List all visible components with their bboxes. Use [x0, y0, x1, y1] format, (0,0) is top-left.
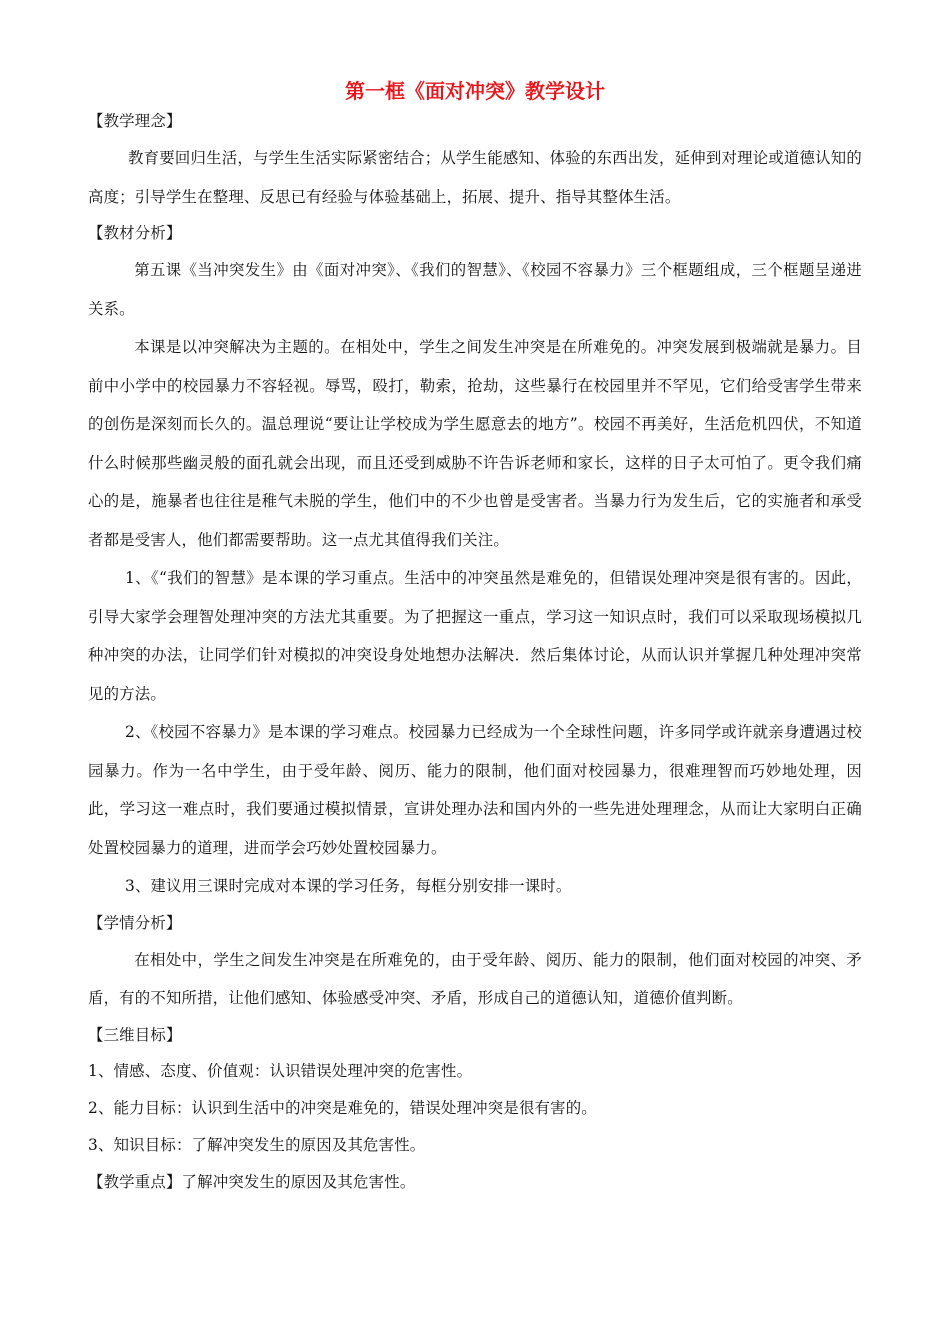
document-title: 第一框《面对冲突》教学设计 [345, 79, 605, 103]
concept-paragraph: 教育要回归生活，与学生生活实际紧密结合；从学生能感知、体验的东西出发，延伸到对理论或道德认知的高度；引导学生在整理、反思已有经验与体验基础上，拓展、提升、指导其整体生活。 [88, 149, 862, 206]
textbook-paragraph-3: 1、《“我们的智慧》是本课的学习重点。生活中的冲突虽然是难免的，但错误处理冲突是很有害的。因此，引导大家学会理智处理冲突的方法尤其重要。为了把握这一重点，学习这一知识点时，我们可以采取现场模拟几种冲突的办法，让同学们针对模拟的冲突设身处地想办法解决．然后集体讨论，从而认识并掌握几种处理冲突常见的方法。 [88, 569, 862, 703]
section-heading-students: 【学情分析】 [88, 913, 182, 932]
section-heading-textbook: 【教材分析】 [88, 224, 182, 242]
textbook-paragraph-2: 本课是以冲突解决为主题的。在相处中，学生之间发生冲突是在所难免的。冲突发展到极端就是暴力。目前中小学中的校园暴力不容轻视。辱骂，殴打，勒索，抢劫，这些暴行在校园里并不罕见，它们给受害学生带来的创伤是深刻而长久的。温总理说“要让让学校成为学生愿意去的地方”。校园不再美好，生活危机四伏，不知道什么时候那些幽灵般的面孔就会出现，而且还受到威胁不许告诉老师和家长，这样的日子太可怕了。更令我们痛心的是，施暴者也往往是稚气未脱的学生，他们中的不少也曾是受害者。当暴力行为发生后，它的实施者和承受者都是受害人，他们都需要帮助。这一点尤其值得我们关注。 [88, 338, 862, 549]
students-paragraph: 在相处中，学生之间发生冲突是在所难免的，由于受年龄、阅历、能力的限制，他们面对校园的冲突、矛盾，有的不知所措，让他们感知、体验感受冲突、矛盾，形成自己的道德认知，道德价值判断。 [88, 950, 862, 1007]
textbook-paragraph-5: 3、建议用三课时完成对本课的学习任务，每框分别安排一课时。 [124, 877, 572, 895]
section-heading-concept: 【教学理念】 [88, 112, 182, 130]
goal-item-1: 1、情感、态度、价值观：认识错误处理冲突的危害性。 [88, 1061, 473, 1080]
goal-item-3: 3、知识目标：了解冲突发生的原因及其危害性。 [88, 1135, 426, 1154]
document-body [88, 104, 862, 1201]
goal-item-2: 2、能力目标：认识到生活中的冲突是难免的，错误处理冲突是很有害的。 [88, 1098, 597, 1117]
textbook-paragraph-4: 2、《校园不容暴力》是本课的学习难点。校园暴力已经成为一个全球性问题，许多同学或许就亲身遭遇过校园暴力。作为一名中学生，由于受年龄、阅历、能力的限制，他们面对校园暴力，很难理智而巧妙地处理，因此，学习这一难点时，我们要通过模拟情景，宣讲处理办法和国内外的一些先进处理理念，从而让大家明白正确处置校园暴力的道理，进而学会巧妙处置校园暴力。 [88, 723, 862, 857]
section-heading-goals: 【三维目标】 [88, 1025, 182, 1044]
key-point-text: 了解冲突发生的原因及其危害性。 [181, 1172, 416, 1191]
textbook-paragraph-1: 第五课《当冲突发生》由《面对冲突》、《我们的智慧》、《校园不容暴力》三个框题组成，三个框题呈递进关系。 [88, 261, 862, 318]
key-point-line [88, 1164, 862, 1201]
section-heading-key-point: 【教学重点】 [88, 1172, 182, 1191]
